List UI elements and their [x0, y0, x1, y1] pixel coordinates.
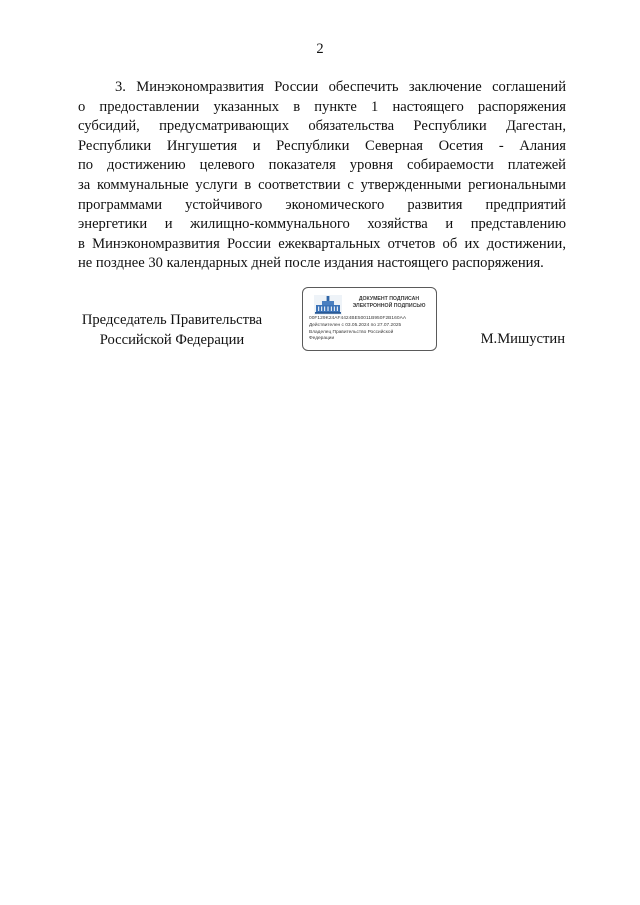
stamp-owner: Владелец Правительство Российской Федерации — [309, 330, 394, 341]
stamp-heading-line: ДОКУМЕНТ ПОДПИСАН — [358, 296, 420, 302]
paragraph-line: субсидий, предусматривающих обязательства Республики Дагестан, — [78, 118, 566, 135]
paragraph-line: по достижению целевого показателя уровня собираемости платежей — [78, 157, 566, 174]
government-building-emblem-icon — [313, 294, 343, 316]
signer-title-line: Российской Федерации — [99, 331, 245, 348]
paragraph-line: за коммунальные услуги в соответствии с утвержденными региональными — [78, 176, 566, 193]
page-number: 2 — [316, 41, 324, 57]
stamp-heading — [343, 296, 435, 309]
paragraph-line: о предоставлении указанных в пункте 1 настоящего распоряжения — [78, 98, 566, 115]
electronic-signature-stamp — [302, 287, 437, 351]
paragraph-line: программами устойчивого экономического развития предприятий — [78, 196, 566, 213]
signer-title-line: Председатель Правительства — [81, 312, 263, 328]
stamp-heading-line: ЭЛЕКТРОННОЙ ПОДПИСЬЮ — [352, 302, 426, 309]
signer-title — [78, 311, 266, 350]
paragraph-line: в Минэкономразвития России ежеквартальных отчетов об их достижении, — [78, 235, 566, 252]
stamp-validity-period: Действителен с 03.05.2024 по 27.07.2025 — [309, 323, 402, 328]
paragraph-line: Республики Ингушетия и Республики Северная Осетия - Алания — [78, 137, 566, 154]
signer-name: М.Мишустин — [480, 331, 565, 347]
order-paragraph-3 — [78, 78, 566, 274]
paragraph-line: энергетики и жилищно-коммунального хозяйства и представлению — [78, 216, 566, 233]
paragraph-line: 3. Минэкономразвития России обеспечить заключение соглашений — [115, 79, 566, 95]
stamp-certificate-serial: 00F129K24AF4424BE50011B950F2B160AA — [309, 316, 407, 321]
paragraph-line: не позднее 30 календарных дней после издания настоящего распоряжения. — [78, 255, 544, 272]
